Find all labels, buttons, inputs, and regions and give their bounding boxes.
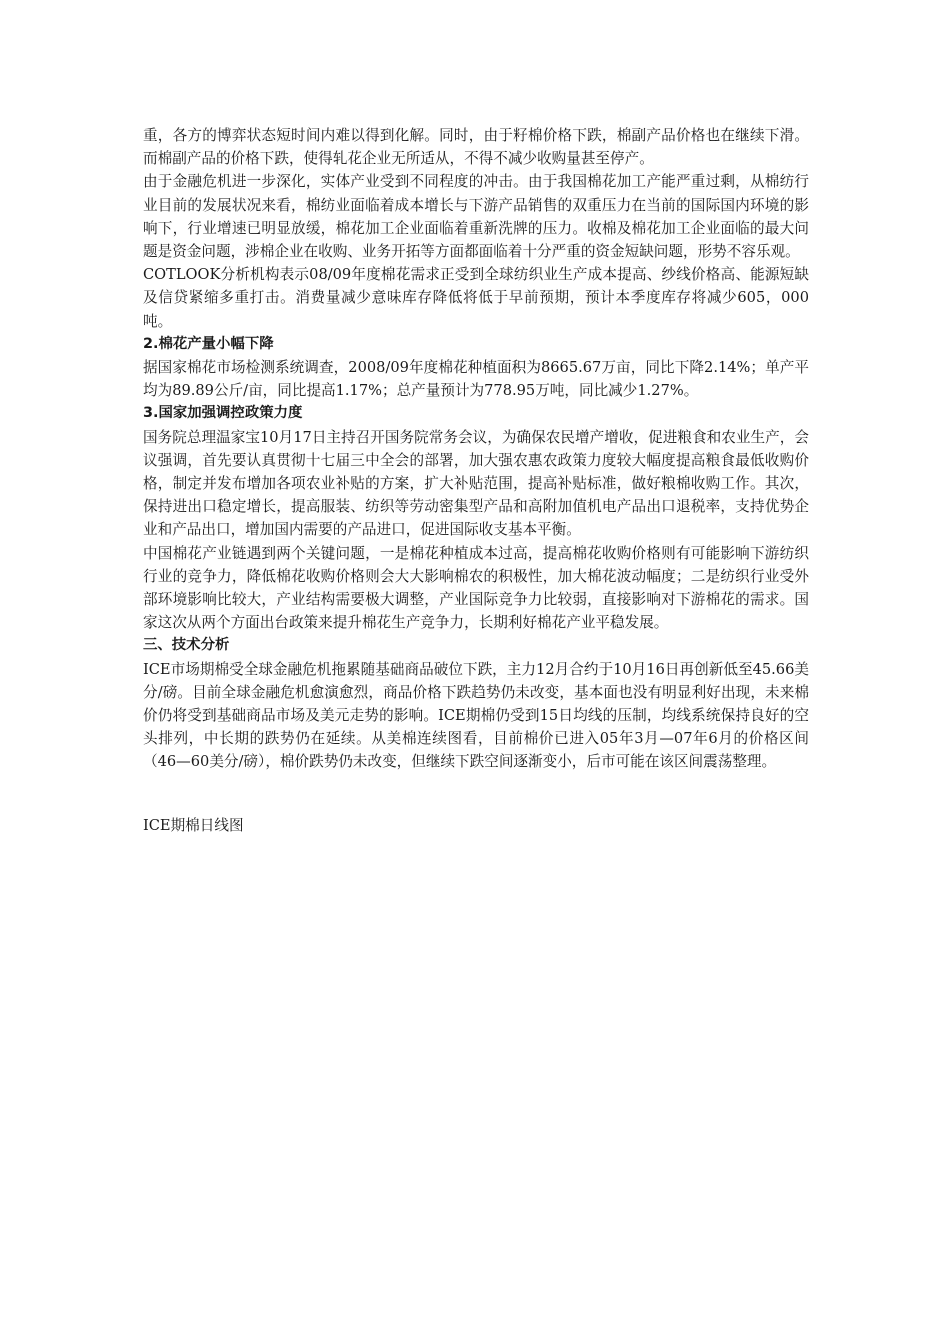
heading-production-decline: 2.棉花产量小幅下降 — [143, 335, 274, 352]
paragraph-production-stats: 据国家棉花市场检测系统调查，2008/09年度棉花种植面积为8665.67万亩，同比下降2.14%；单产平均为89.89公斤/亩，同比提高1.17%；总产量预计为778.95万吨，同比减少1.27%。 — [143, 359, 809, 400]
paragraph-state-council: 国务院总理温家宝10月17日主持召开国务院常务会议，为确保农民增产增收，促进粮食和农业生产，会议强调，首先要认真贯彻十七届三中全会的部署，加大强农惠农政策力度较大幅度提高粮食最低收购价格，制定并发布增加各项农业补贴的方案，扩大补贴范围，提高补贴标准，做好粮棉收购工作。其次，保持进出口稳定增长，提高服装、纺织等劳动密集型产品和高附加值机电产品出口退税率，支持优势企业和产品出口，增加国内需要的产品进口，促进国际收支基本平衡。 — [143, 428, 809, 539]
paragraph-byproduct-prices: 重，各方的博弈状态短时间内难以得到化解。同时，由于籽棉价格下跌，棉副产品价格也在继续下滑。而棉副产品的价格下跌，使得轧花企业无所适从，不得不减少收购量甚至停产。 — [143, 127, 809, 168]
chart-caption: ICE期棉日线图 — [143, 816, 244, 834]
document-body — [143, 124, 809, 837]
paragraph-cotlook: COTLOOK分析机构表示08/09年度棉花需求正受到全球纺织业生产成本提高、纱线价格高、能源短缺及信贷紧缩多重打击。消费量减少意味库存降低将低于早前预期，预计本季度库存将减少605，000吨。 — [143, 266, 809, 330]
heading-technical-analysis: 三、技术分析 — [143, 637, 230, 654]
paragraph-financial-crisis: 由于金融危机进一步深化，实体产业受到不同程度的冲击。由于我国棉花加工产能严重过剩，从棉纺行业目前的发展状况来看，棉纺业面临着成本增长与下游产品销售的双重压力在当前的国际国内环境的影响下，行业增速已明显放缓，棉花加工企业面临着重新洗牌的压力。收棉及棉花加工企业面临的最大问题是资金问题，涉棉企业在收购、业务开拓等方面都面临着十分严重的资金短缺问题，形势不容乐观。 — [143, 173, 809, 261]
heading-policy: 3.国家加强调控政策力度 — [143, 405, 303, 422]
paragraph-ice-market: ICE市场期棉受全球金融危机拖累随基础商品破位下跌，主力12月合约于10月16日再创新低至45.66美分/磅。目前全球金融危机愈演愈烈，商品价格下跌趋势仍未改变，基本面也没有明显利好出现，未来棉价仍将受到基础商品市场及美元走势的影响。ICE期棉仍受到15日均线的压制，均线系统保持良好的空头排列，中长期的跌势仍在延续。从美棉连续图看，目前棉价已进入05年3月—07年6月的价格区间（46—60美分/磅），棉价跌势仍未改变，但继续下跌空间逐渐变小，后市可能在该区间震荡整理。 — [143, 660, 809, 771]
paragraph-industry-chain: 中国棉花产业链遇到两个关键问题，一是棉花种植成本过高，提高棉花收购价格则有可能影响下游纺织行业的竞争力，降低棉花收购价格则会大大影响棉农的积极性，加大棉花波动幅度；二是纺织行业受外部环境影响比较大，产业结构需要极大调整，产业国际竞争力比较弱，直接影响对下游棉花的需求。国家这次从两个方面出台政策来提升棉花生产竞争力，长期利好棉花产业平稳发展。 — [143, 544, 809, 632]
